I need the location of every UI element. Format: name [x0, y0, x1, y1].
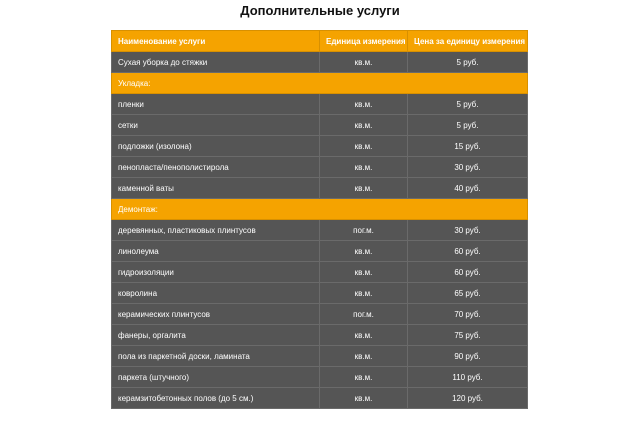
cell-service-name: каменной ваты [112, 178, 320, 199]
table-row [112, 94, 528, 115]
cell-price: 15 руб. [408, 136, 528, 157]
cell-service-name: линолеума [112, 241, 320, 262]
cell-price: 5 руб. [408, 94, 528, 115]
table-row [112, 367, 528, 388]
cell-price: 30 руб. [408, 220, 528, 241]
cell-unit: кв.м. [320, 388, 408, 409]
cell-price: 70 руб. [408, 304, 528, 325]
header-unit: Единица измерения [320, 31, 408, 52]
cell-price: 90 руб. [408, 346, 528, 367]
cell-service-name: пленки [112, 94, 320, 115]
cell-price: 5 руб. [408, 115, 528, 136]
cell-service-name: Сухая уборка до стяжки [112, 52, 320, 73]
cell-service-name: гидроизоляции [112, 262, 320, 283]
cell-price: 40 руб. [408, 178, 528, 199]
cell-price: 110 руб. [408, 367, 528, 388]
cell-price: 120 руб. [408, 388, 528, 409]
cell-unit: пог.м. [320, 304, 408, 325]
table-row [112, 178, 528, 199]
cell-service-name: фанеры, оргалита [112, 325, 320, 346]
cell-unit: кв.м. [320, 262, 408, 283]
cell-service-name: сетки [112, 115, 320, 136]
table-row [112, 157, 528, 178]
cell-service-name: подложки (изолона) [112, 136, 320, 157]
cell-unit: кв.м. [320, 157, 408, 178]
table-row [112, 346, 528, 367]
section-label: Демонтаж: [112, 199, 528, 220]
services-price-table [111, 30, 528, 409]
cell-service-name: керамзитобетонных полов (до 5 см.) [112, 388, 320, 409]
cell-unit: кв.м. [320, 52, 408, 73]
cell-price: 65 руб. [408, 283, 528, 304]
table-row [112, 283, 528, 304]
cell-price: 60 руб. [408, 262, 528, 283]
cell-unit: кв.м. [320, 136, 408, 157]
cell-unit: кв.м. [320, 241, 408, 262]
cell-unit: кв.м. [320, 94, 408, 115]
cell-price: 5 руб. [408, 52, 528, 73]
cell-unit: кв.м. [320, 367, 408, 388]
cell-service-name: пола из паркетной доски, ламината [112, 346, 320, 367]
table-body [112, 52, 528, 409]
cell-service-name: ковролина [112, 283, 320, 304]
cell-unit: кв.м. [320, 115, 408, 136]
page-title: Дополнительные услуги [240, 3, 400, 18]
cell-service-name: деревянных, пластиковых плинтусов [112, 220, 320, 241]
cell-unit: пог.м. [320, 220, 408, 241]
cell-unit: кв.м. [320, 283, 408, 304]
table-row [112, 52, 528, 73]
table-row [112, 241, 528, 262]
table-row [112, 262, 528, 283]
cell-price: 75 руб. [408, 325, 528, 346]
table-section-row [112, 199, 528, 220]
cell-unit: кв.м. [320, 346, 408, 367]
cell-unit: кв.м. [320, 178, 408, 199]
cell-service-name: паркета (штучного) [112, 367, 320, 388]
header-service-name: Наименование услуги [112, 31, 320, 52]
table-section-row [112, 73, 528, 94]
table-row [112, 325, 528, 346]
cell-price: 60 руб. [408, 241, 528, 262]
section-label: Укладка: [112, 73, 528, 94]
cell-service-name: пенопласта/пенополистирола [112, 157, 320, 178]
table-row [112, 304, 528, 325]
cell-price: 30 руб. [408, 157, 528, 178]
table-header-row [112, 31, 528, 52]
table-row [112, 136, 528, 157]
table-row [112, 220, 528, 241]
table-row [112, 115, 528, 136]
table-row [112, 388, 528, 409]
cell-unit: кв.м. [320, 325, 408, 346]
cell-service-name: керамических плинтусов [112, 304, 320, 325]
header-price: Цена за единицу измерения [408, 31, 528, 52]
